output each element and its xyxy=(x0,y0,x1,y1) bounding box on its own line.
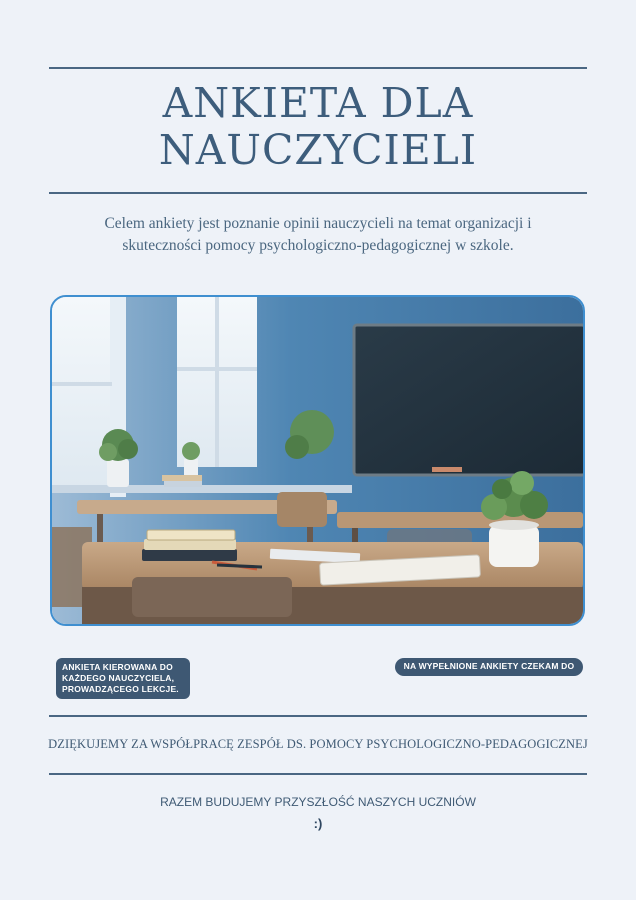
thanks-top-rule xyxy=(49,715,587,717)
audience-line-1: ANKIETA KIEROWANA DO xyxy=(62,662,173,672)
thanks-text: DZIĘKUJEMY ZA WSPÓŁPRACĘ ZESPÓŁ DS. POMOCY PSYCHOLOGICZNO-PEDAGOGICZNEJ xyxy=(48,737,588,751)
intro-text xyxy=(60,213,576,257)
page-title xyxy=(49,80,587,174)
top-rule xyxy=(49,67,587,69)
audience-badge xyxy=(56,658,190,699)
motto-text: RAZEM BUDUJEMY PRZYSZŁOŚĆ NASZYCH UCZNIÓW xyxy=(160,795,476,809)
thanks-bottom-rule xyxy=(49,773,587,775)
smiley-text: :) xyxy=(313,816,323,831)
intro-line-1: Celem ankiety jest poznanie opinii nauczycieli na temat organizacji i xyxy=(104,215,532,232)
classroom-photo xyxy=(50,295,585,626)
intro-line-2: skuteczności pomocy psychologiczno-pedagogicznej w szkole. xyxy=(122,237,514,254)
deadline-badge: NA WYPEŁNIONE ANKIETY CZEKAM DO xyxy=(395,658,583,676)
title-line-1: ANKIETA DLA xyxy=(162,79,474,127)
title-bottom-rule xyxy=(49,192,587,194)
audience-line-2: KAŻDEGO NAUCZYCIELA, xyxy=(62,673,175,683)
chalkboard xyxy=(354,325,583,475)
title-line-2: NAUCZYCIELI xyxy=(158,126,478,174)
audience-line-3: PROWADZĄCEGO LEKCJE. xyxy=(62,684,179,694)
